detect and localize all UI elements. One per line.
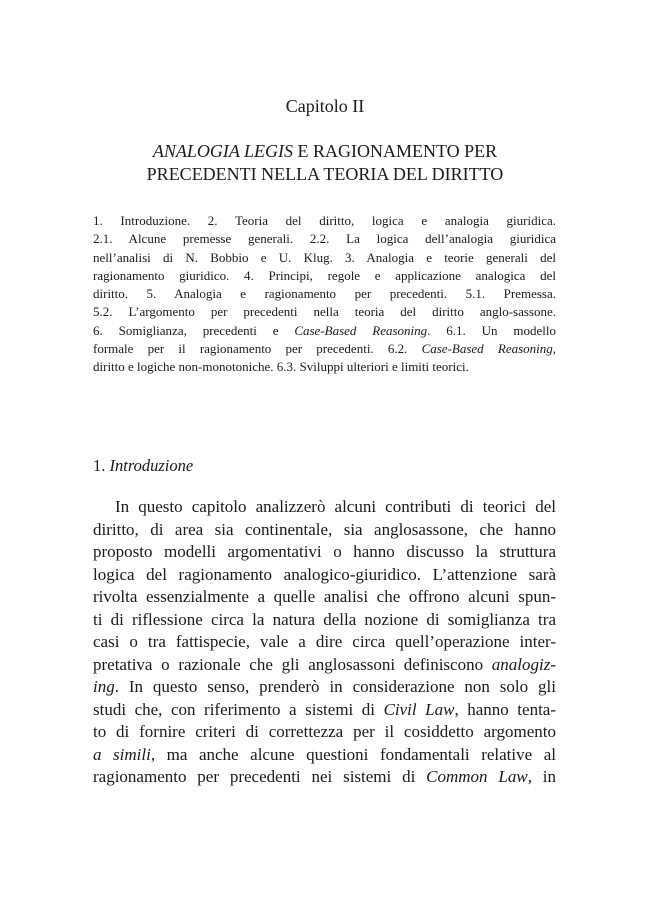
text-line — [93, 564, 556, 587]
text-segment: pretativa o razionale che gli anglosassoni definiscono — [93, 654, 492, 674]
text-segment: , ma anche alcune questioni fondamentali relative al — [150, 744, 556, 764]
text-line — [93, 586, 556, 609]
text-line — [93, 249, 556, 267]
italic-text: Civil Law — [383, 699, 455, 719]
italic-text: ing — [93, 677, 115, 696]
text-segment: diritto. 5. Analogia e ragionamento per precedenti. 5.1. Premessa. — [93, 286, 556, 302]
section-number: 1. — [93, 456, 106, 475]
text-line — [93, 322, 556, 340]
text-line — [93, 303, 556, 321]
section-heading — [93, 456, 193, 476]
italic-text: Case-Based Reasoning — [421, 341, 553, 357]
text-segment: 2.1. Alcune premesse generali. 2.2. La logica dell’analogia giuridica — [93, 231, 556, 247]
text-segment: diritto e logiche non-monotoniche. 6.3. Sviluppi ulteriori e limiti teorici. — [93, 359, 469, 375]
text-segment: ti di riflessione circa la natura della nozione di somiglianza tra — [93, 609, 556, 629]
text-segment: ragionamento per precedenti nei sistemi di — [93, 767, 427, 786]
chapter-summary — [93, 212, 556, 377]
text-line — [93, 358, 556, 376]
text-segment: E RAGIONAMENTO PER — [293, 141, 498, 161]
text-line — [60, 163, 590, 186]
text-segment: ragionamento giuridico. 4. Principi, regole e applicazione analogica del — [93, 267, 556, 283]
text-segment: 5.2. L’argomento per precedenti nella teoria del diritto anglo-sassone. — [93, 304, 556, 320]
text-segment: rivolta essenzialmente a quelle analisi che offrono alcuni spun- — [93, 587, 556, 606]
chapter-label: Capitolo II — [285, 96, 365, 116]
text-segment: , hanno tenta- — [454, 699, 557, 719]
text-segment: casi o tra fattispecie, vale a dire circa quell’operazione inter- — [93, 632, 556, 651]
italic-text: analogiz- — [491, 654, 556, 674]
italic-text: Case-Based Reasoning — [294, 322, 428, 338]
text-line — [93, 212, 556, 230]
text-segment: formale per il ragionamento per precedenti. 6.2. — [93, 341, 422, 357]
text-line — [93, 285, 556, 303]
text-segment: In questo capitolo analizzerò alcuni contributi di teorici del — [115, 497, 556, 516]
text-line — [93, 721, 556, 744]
text-line — [93, 631, 556, 654]
text-line — [93, 267, 556, 285]
text-segment: , in — [527, 767, 556, 786]
body-paragraph — [93, 496, 556, 789]
text-line — [60, 140, 590, 163]
text-segment: . 6.1. Un modello — [427, 322, 556, 338]
italic-text: ANALOGIA LEGIS — [152, 141, 293, 161]
text-line — [93, 541, 556, 564]
text-line — [93, 609, 556, 632]
text-segment: 6. Somiglianza, precedenti e — [93, 322, 295, 338]
text-segment: to di fornire criteri di correttezza per il cosiddetto argomento — [93, 722, 556, 741]
italic-text: a simili — [93, 744, 151, 764]
text-line — [93, 744, 556, 767]
section-title: Introduzione — [109, 456, 194, 475]
text-segment: PRECEDENTI NELLA TEORIA DEL DIRITTO — [146, 164, 504, 184]
text-segment: logica del ragionamento analogico-giuridico. L’attenzione sarà — [93, 564, 556, 584]
italic-text: Common Law — [426, 767, 528, 786]
text-line — [93, 676, 556, 699]
chapter-title — [60, 140, 590, 186]
text-segment: , — [552, 341, 557, 357]
text-line — [93, 519, 556, 542]
text-line — [93, 230, 556, 248]
text-line — [93, 699, 556, 722]
text-line — [93, 766, 556, 789]
text-line — [93, 340, 556, 358]
text-segment: proposto modelli argomentativi o hanno discusso la struttura — [93, 542, 556, 561]
text-line — [93, 496, 556, 519]
text-segment: . In questo senso, prenderò in considerazione non solo gli — [114, 677, 556, 696]
text-segment: studi che, con riferimento a sistemi di — [93, 699, 384, 719]
text-line — [93, 654, 556, 677]
text-segment: 1. Introduzione. 2. Teoria del diritto, logica e analogia giuridica. — [93, 213, 556, 228]
text-segment: diritto, di area sia continentale, sia anglosassone, che hanno — [93, 519, 556, 539]
text-segment: nell’analisi di N. Bobbio e U. Klug. 3. Analogia e teorie generali del — [93, 249, 556, 265]
